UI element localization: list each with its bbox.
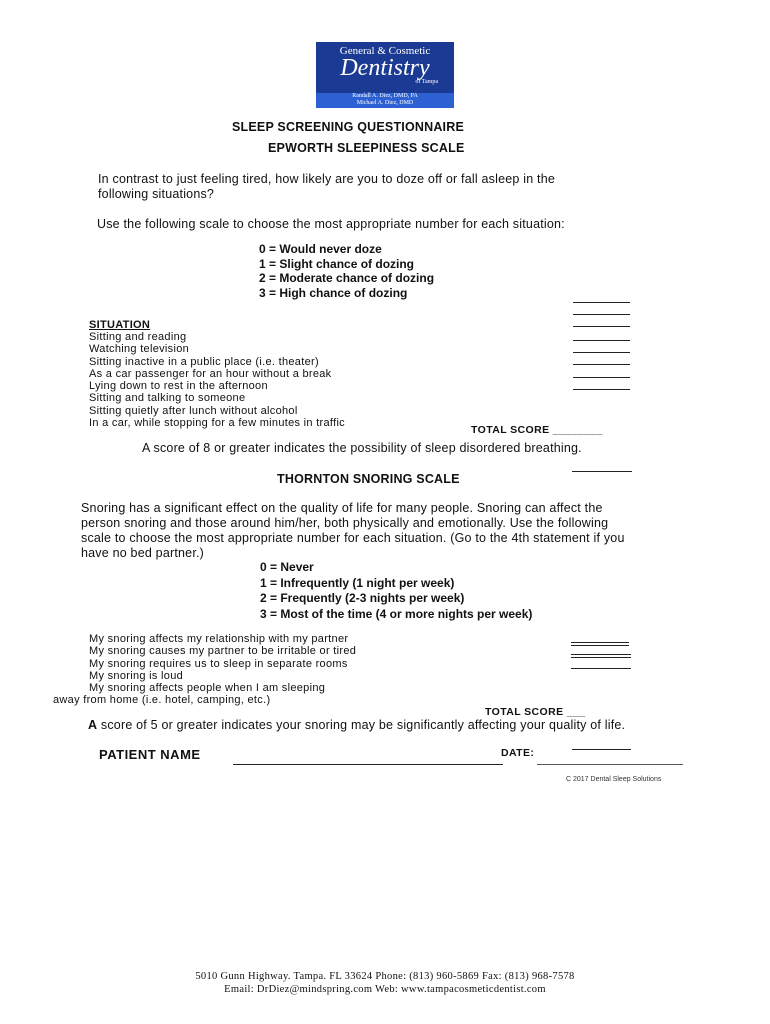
footer-contact: Email: DrDiez@mindspring.com Web: www.tampacosmeticdentist.com — [224, 984, 546, 995]
thornton-scale-item: 3 = Most of the time (4 or more nights per week) — [260, 606, 533, 621]
thornton-note-lead: A — [88, 718, 98, 732]
situation-item: Sitting and talking to someone — [89, 392, 246, 405]
thornton-answer-line[interactable] — [571, 642, 629, 643]
situation-list — [89, 331, 345, 429]
thornton-para-line: Snoring has a significant effect on the quality of life for many people. Snoring can affect the — [81, 501, 603, 515]
epworth-answer-line[interactable] — [573, 377, 630, 378]
epworth-answer-line[interactable] — [573, 302, 630, 303]
epworth-intro-line2: following situations? — [98, 187, 215, 201]
logo-band — [316, 93, 454, 108]
copyright-notice: C 2017 Dental Sleep Solutions — [566, 776, 662, 783]
statement-item: My snoring requires us to sleep in separate rooms — [89, 657, 348, 670]
thornton-answer-line[interactable] — [571, 645, 629, 646]
thornton-title: THORNTON SNORING SCALE — [277, 472, 460, 486]
epworth-scale-item: 3 = High chance of dozing — [259, 285, 408, 300]
statement-item: My snoring affects people when I am sleeping — [89, 682, 326, 695]
logo-line3: of Tampa — [415, 79, 438, 85]
practice-logo — [316, 42, 454, 108]
thornton-answer-line[interactable] — [571, 654, 631, 655]
thornton-answer-line[interactable] — [571, 668, 631, 669]
epworth-scale-item: 2 = Moderate chance of dozing — [259, 271, 435, 285]
logo-doctor1: Randall A. Diez, DMD, PA — [352, 93, 418, 99]
thornton-total-score: TOTAL SCORE ___ — [485, 706, 586, 718]
thornton-scale — [260, 560, 532, 622]
thornton-paragraph — [81, 501, 625, 561]
situation-item: Sitting inactive in a public place (i.e. theater) — [89, 355, 319, 368]
epworth-answer-line[interactable] — [573, 389, 630, 390]
date-underline — [537, 764, 683, 765]
page-footer — [0, 970, 770, 996]
thornton-scale-item: 2 = Frequently (2-3 nights per week) — [260, 591, 465, 605]
questionnaire-title: SLEEP SCREENING QUESTIONNAIRE — [232, 120, 464, 134]
epworth-scale — [259, 242, 434, 300]
situation-item: Sitting and reading — [89, 331, 187, 343]
thornton-note-text: score of 5 or greater indicates your snoring may be significantly affecting your quality of life. — [97, 718, 626, 732]
thornton-answer-line[interactable] — [571, 657, 631, 658]
logo-doctor2: Michael A. Diez, DMD — [356, 100, 414, 106]
epworth-answer-line[interactable] — [573, 352, 630, 353]
statement-item: My snoring causes my partner to be irritable or tired — [89, 645, 357, 658]
date-field[interactable] — [572, 749, 631, 750]
statement-item-continued: away from home (i.e. hotel, camping, etc.) — [53, 694, 271, 706]
epworth-instruction: Use the following scale to choose the most appropriate number for each situation: — [97, 217, 565, 231]
thornton-statements — [89, 633, 356, 694]
statement-item: My snoring is loud — [89, 669, 184, 682]
thornton-note — [88, 718, 625, 733]
divider-line — [572, 471, 632, 472]
footer-address: 5010 Gunn Highway. Tampa. FL 33624 Phone: (813) 960-5869 Fax: (813) 968-7578 — [195, 971, 575, 982]
thornton-scale-item: 0 = Never — [260, 560, 314, 574]
epworth-answer-line[interactable] — [573, 364, 630, 365]
epworth-answer-line[interactable] — [573, 326, 630, 327]
patient-name-field[interactable] — [233, 764, 503, 765]
situation-item: Sitting quietly after lunch without alcohol — [89, 404, 298, 417]
logo-line1: General & Cosmetic — [339, 45, 431, 57]
thornton-para-line: have no bed partner.) — [81, 546, 205, 560]
epworth-note: A score of 8 or greater indicates the possibility of sleep disordered breathing. — [142, 441, 582, 455]
thornton-scale-item: 1 = Infrequently (1 night per week) — [260, 575, 455, 590]
epworth-answer-line[interactable] — [573, 314, 630, 315]
epworth-scale-item: 0 = Would never doze — [259, 242, 382, 256]
thornton-para-line: scale to choose the most appropriate number for each situation. (Go to the 4th statement if you — [81, 531, 625, 545]
situation-item: Lying down to rest in the afternoon — [89, 380, 268, 393]
situation-header: SITUATION — [89, 319, 151, 331]
thornton-para-line: person snoring and those around him/her, both physically and emotionally. Use the following — [81, 516, 609, 530]
epworth-intro-line1: In contrast to just feeling tired, how likely are you to doze off or fall asleep in the — [98, 172, 555, 186]
date-label: DATE: — [501, 747, 535, 759]
epworth-title: EPWORTH SLEEPINESS SCALE — [268, 141, 465, 155]
logo-line2: Dentistry — [340, 55, 430, 81]
patient-name-label: PATIENT NAME — [99, 747, 201, 762]
situation-item: Watching television — [89, 343, 190, 356]
epworth-answer-line[interactable] — [573, 340, 630, 341]
situation-item: As a car passenger for an hour without a break — [89, 367, 332, 380]
epworth-scale-item: 1 = Slight chance of dozing — [259, 256, 415, 271]
epworth-total-score: TOTAL SCORE ________ — [471, 424, 603, 436]
statement-item: My snoring affects my relationship with my partner — [89, 633, 349, 645]
situation-item: In a car, while stopping for a few minutes in traffic — [89, 417, 345, 430]
